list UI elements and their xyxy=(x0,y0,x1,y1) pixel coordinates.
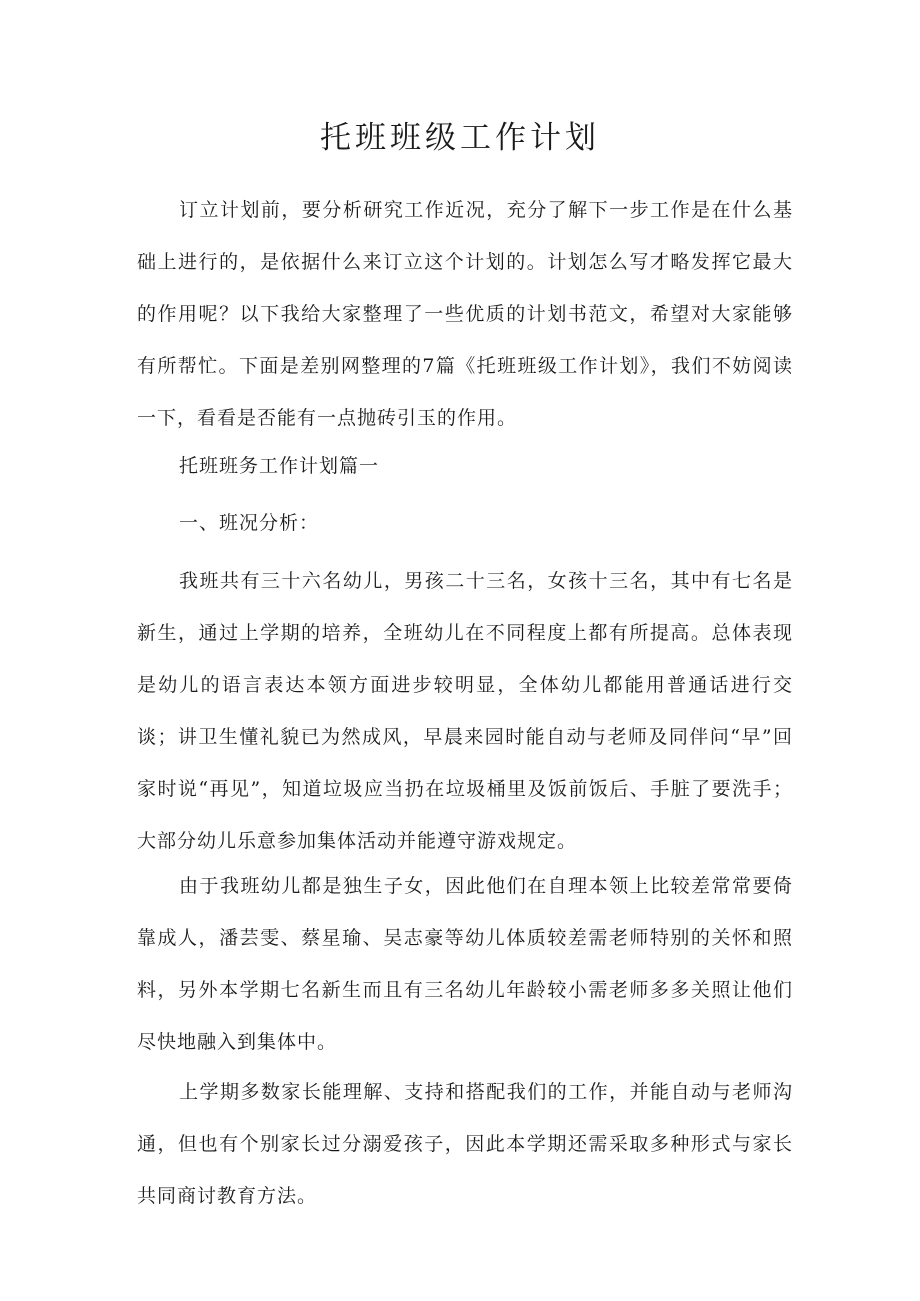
class-analysis-paragraph: 我班共有三十六名幼儿，男孩二十三名，女孩十三名，其中有七名是新生，通过上学期的培养，全班幼儿在不同程度上都有所提高。总体表现是幼儿的语言表达本领方面进步较明显，全体幼儿都能用普通话进行交谈；讲卫生懂礼貌已为然成风，早晨来园时能自动与老师及同伴问“早”回家时说“再见”，知道垃圾应当扔在垃圾桶里及饭前饭后、手脏了要洗手；大部分幼儿乐意参加集体活动并能遵守游戏规定。 xyxy=(137,570,793,852)
intro-paragraph: 订立计划前，要分析研究工作近况，充分了解下一步工作是在什么基础上进行的，是依据什么来订立这个计划的。计划怎么写才略发挥它最大的作用呢？以下我给大家整理了一些优质的计划书范文，希望对大家能够有所帮忙。下面是差别网整理的7篇《托班班级工作计划》，我们不妨阅读一下，看看是否能有一点抛砖引玉的作用。 xyxy=(137,199,793,429)
document-title: 托班班级工作计划 xyxy=(320,120,600,156)
section-heading: 托班班务工作计划篇一 xyxy=(179,455,380,477)
parents-paragraph: 上学期多数家长能理解、支持和搭配我们的工作，并能自动与老师沟通，但也有个别家长过分溺爱孩子，因此本学期还需采取多种形式与家长共同商讨教育方法。 xyxy=(137,1081,793,1207)
subsection-heading: 一、班况分析： xyxy=(179,512,320,534)
children-care-paragraph: 由于我班幼儿都是独生子女，因此他们在自理本领上比较差常常要倚靠成人，潘芸雯、蔡星瑜、吴志豪等幼儿体质较差需老师特别的关怀和照料，另外本学期七名新生而且有三名幼儿年龄较小需老师多多关照让他们尽快地融入到集体中。 xyxy=(137,875,793,1053)
